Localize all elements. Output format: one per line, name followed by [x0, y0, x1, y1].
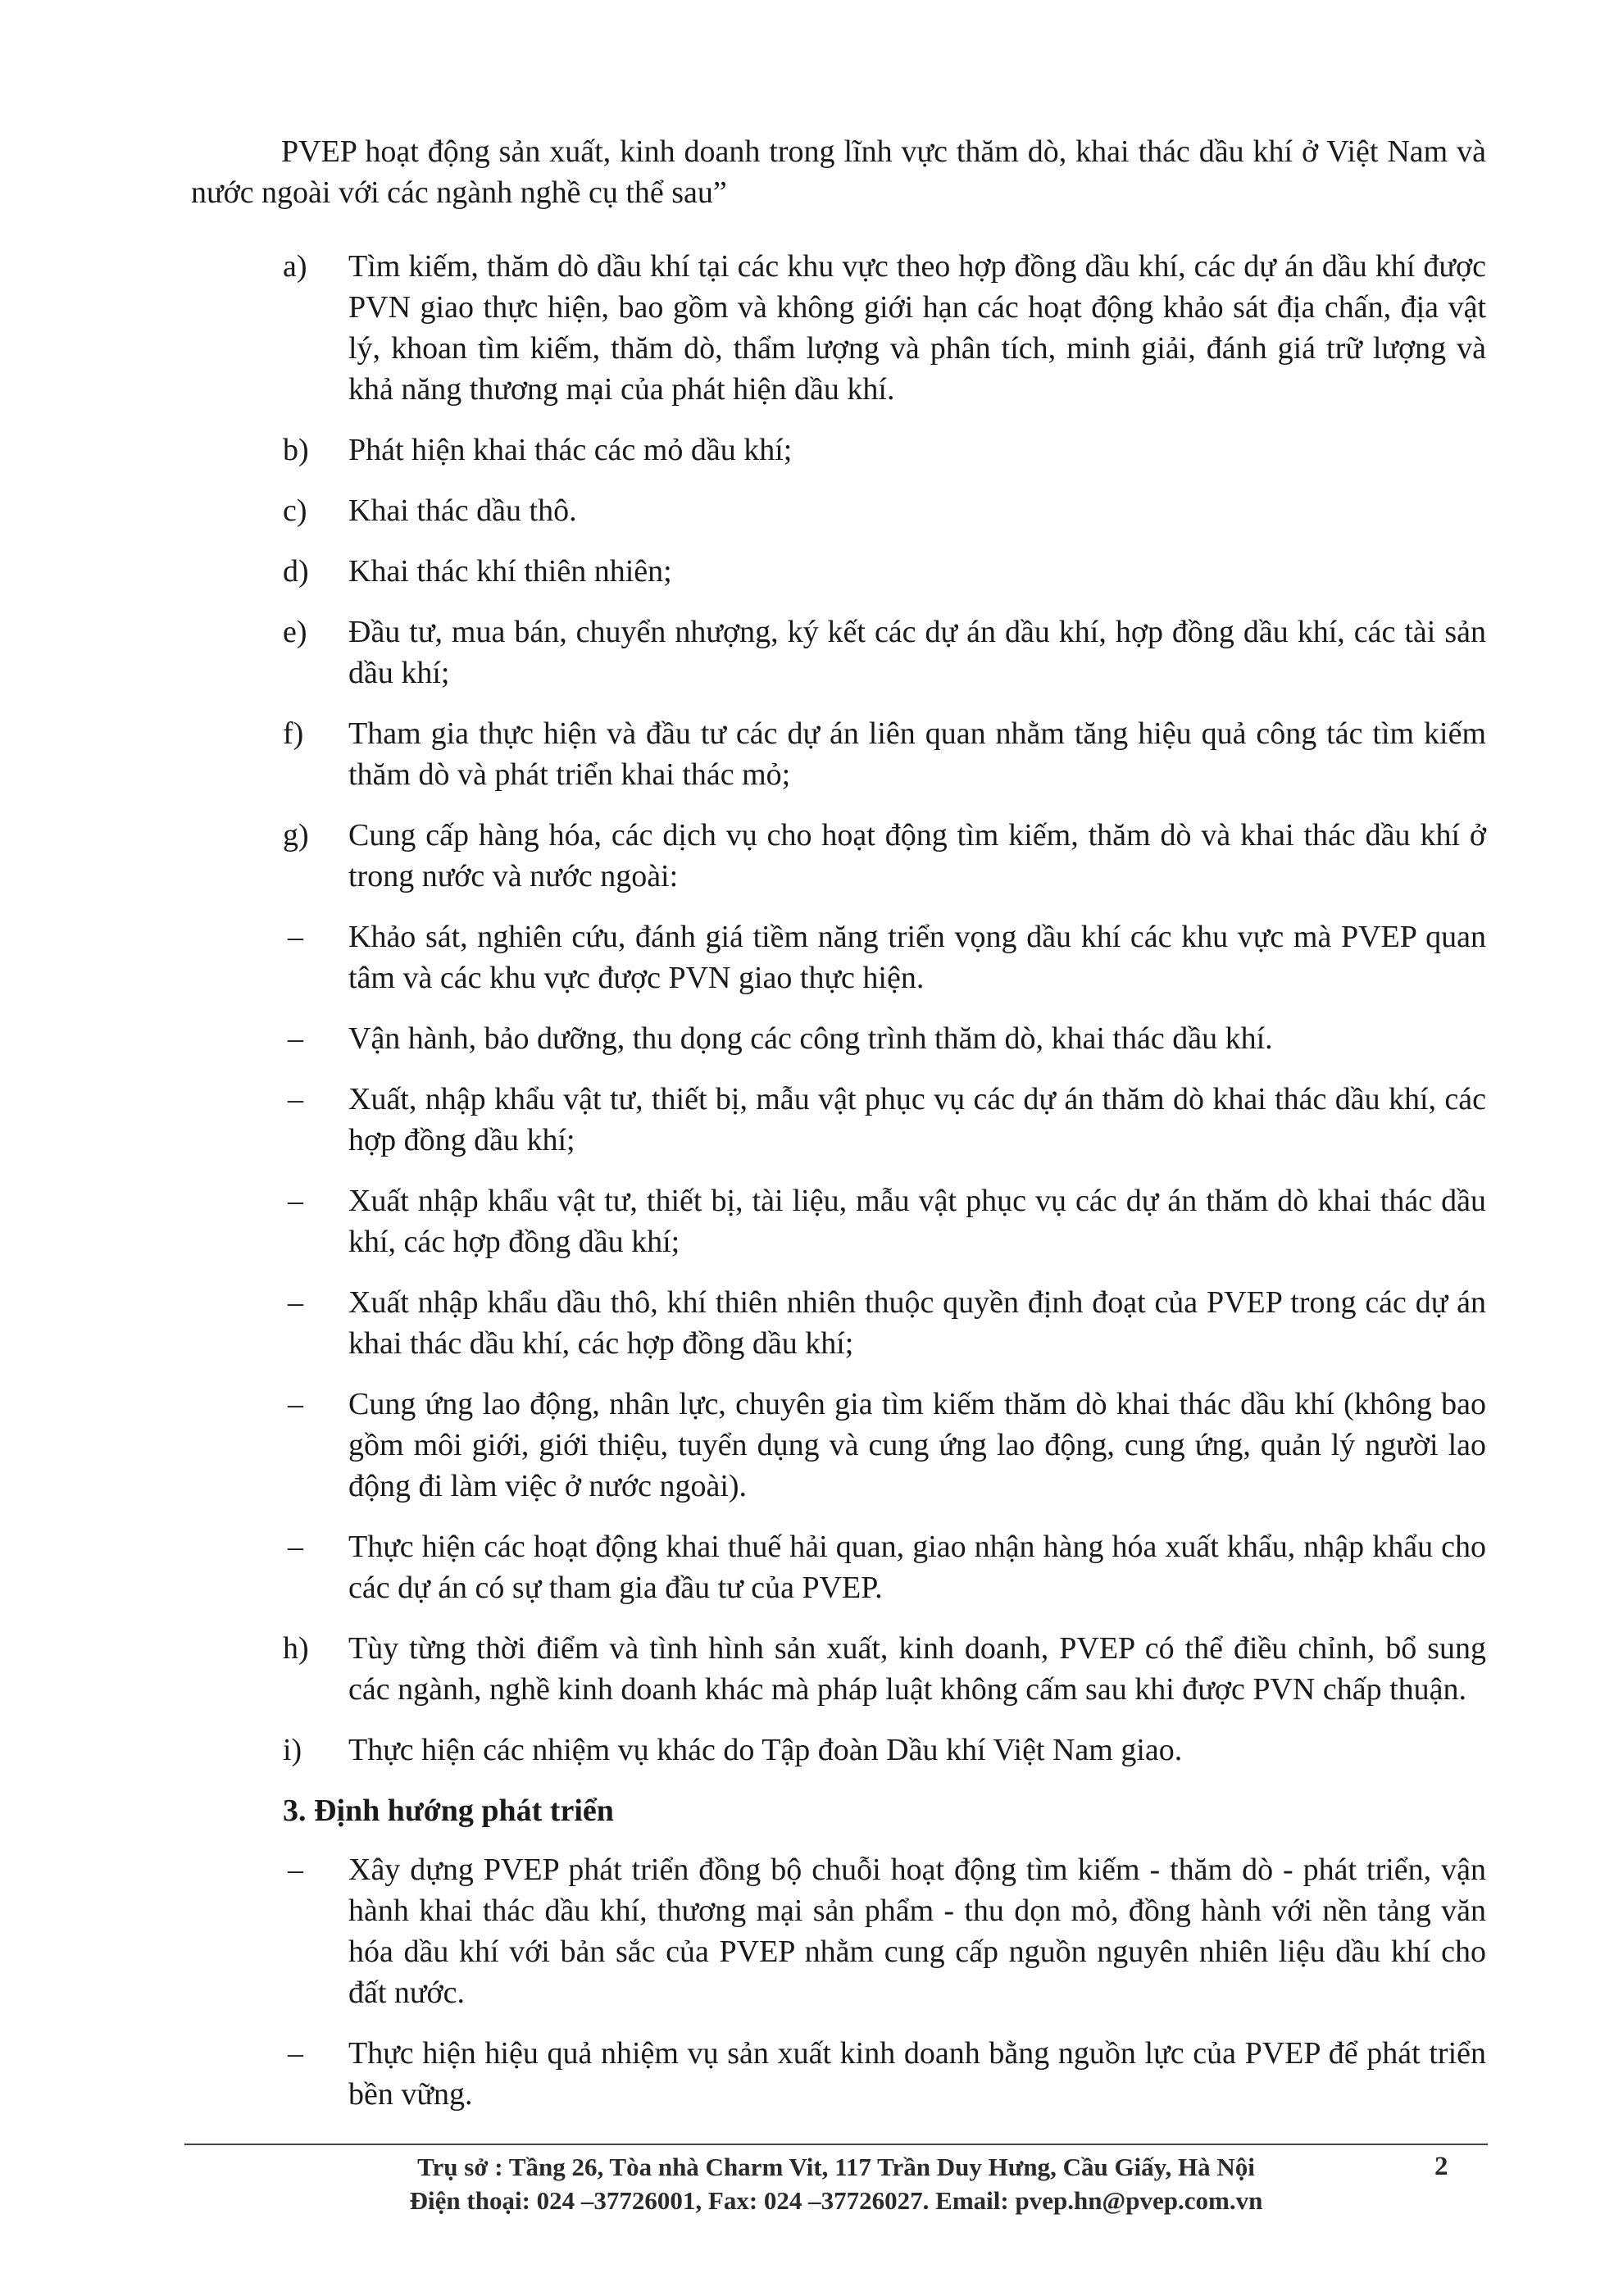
list-item-text: Khai thác khí thiên nhiên; — [348, 554, 672, 589]
list-marker: a) — [283, 249, 307, 284]
page-footer — [184, 2150, 1488, 2217]
list-item — [191, 246, 1486, 410]
business-lines-list — [191, 246, 1486, 1771]
list-item-text: Thực hiện các nhiệm vụ khác do Tập đoàn Dầu khí Việt Nam giao. — [348, 1733, 1183, 1767]
list-item-text: Cung cấp hàng hóa, các dịch vụ cho hoạt động tìm kiếm, thăm dò và khai thác dầu khí ở trong nước và nước ngoài: — [348, 818, 1486, 893]
list-item-text: Tìm kiếm, thăm dò dầu khí tại các khu vực theo hợp đồng dầu khí, các dự án dầu khí được PVN giao thực hiện, bao gồm và không giới hạn các hoạt động khảo sát địa chấn, địa vật lý, khoan tìm kiếm, thăm dò, thẩm lượng và phân tích, minh giải, đánh giá trữ lượng và khả năng thương mại của phát hiện dầu khí. — [348, 249, 1486, 407]
list-marker: c) — [283, 493, 307, 528]
list-marker: b) — [283, 433, 309, 467]
list-item — [191, 551, 1486, 592]
list-marker: d) — [283, 554, 309, 589]
list-item — [191, 2033, 1486, 2115]
dash-marker: – — [288, 1530, 303, 1564]
list-item-text: Xuất nhập khẩu dầu thô, khí thiên nhiên thuộc quyền định đoạt của PVEP trong các dự án khai thác dầu khí, các hợp đồng dầu khí; — [348, 1285, 1486, 1361]
footer-divider — [184, 2144, 1488, 2145]
list-item — [191, 612, 1486, 693]
dash-marker: – — [288, 1387, 303, 1421]
list-item-text: Xuất, nhập khẩu vật tư, thiết bị, mẫu vật phục vụ các dự án thăm dò khai thác dầu khí, các hợp đồng dầu khí; — [348, 1082, 1486, 1157]
list-item — [191, 1180, 1486, 1262]
list-item — [191, 1079, 1486, 1161]
list-item — [191, 916, 1486, 998]
dash-marker: – — [288, 1285, 303, 1320]
intro-paragraph: PVEP hoạt động sản xuất, kinh doanh trong lĩnh vực thăm dò, khai thác dầu khí ở Việt Nam và nước ngoài với các ngành nghề cụ thể sau” — [191, 134, 1486, 210]
list-marker: g) — [283, 818, 309, 852]
list-item-text: Phát hiện khai thác các mỏ dầu khí; — [348, 433, 793, 467]
dash-marker: – — [288, 920, 303, 954]
list-marker: e) — [283, 615, 307, 649]
list-item — [191, 1628, 1486, 1710]
list-item — [191, 1849, 1486, 2013]
list-item — [191, 815, 1486, 897]
development-direction-list — [191, 1849, 1486, 2115]
list-marker: h) — [283, 1631, 309, 1666]
list-marker: i) — [283, 1733, 302, 1767]
document-body — [191, 131, 1486, 2135]
list-item-text: Thực hiện hiệu quả nhiệm vụ sản xuất kinh doanh bằng nguồn lực của PVEP để phát triển bền vững. — [348, 2036, 1486, 2112]
list-item-text: Khảo sát, nghiên cứu, đánh giá tiềm năng triển vọng dầu khí các khu vực mà PVEP quan tâm và các khu vực được PVN giao thực hiện. — [348, 920, 1486, 995]
list-item-text: Tham gia thực hiện và đầu tư các dự án liên quan nhằm tăng hiệu quả công tác tìm kiếm thăm dò và phát triển khai thác mỏ; — [348, 716, 1486, 792]
list-item — [191, 1384, 1486, 1507]
dash-marker: – — [288, 1853, 303, 1887]
list-item-text: Xây dựng PVEP phát triển đồng bộ chuỗi hoạt động tìm kiếm - thăm dò - phát triển, vận hành khai thác dầu khí, thương mại sản phẩm - thu dọn mỏ, đồng hành với nền tảng văn hóa dầu khí với bản sắc của PVEP nhằm cung cấp nguồn nguyên nhiên liệu dầu khí cho đất nước. — [348, 1853, 1486, 2010]
list-item — [191, 1018, 1486, 1059]
footer-contact: Điện thoại: 024 –37726001, Fax: 024 –37726027. Email: pvep.hn@pvep.com.vn — [409, 2186, 1263, 2215]
list-item — [191, 490, 1486, 531]
list-item-text: Đầu tư, mua bán, chuyển nhượng, ký kết các dự án dầu khí, hợp đồng dầu khí, các tài sản dầu khí; — [348, 615, 1486, 690]
list-item — [191, 1526, 1486, 1608]
list-item — [191, 430, 1486, 471]
list-item-text: Tùy từng thời điểm và tình hình sản xuất, kinh doanh, PVEP có thể điều chỉnh, bổ sung các ngành, nghề kinh doanh khác mà pháp luật không cấm sau khi được PVN chấp thuận. — [348, 1631, 1486, 1707]
dash-marker: – — [288, 2036, 303, 2071]
list-marker: f) — [283, 716, 304, 751]
list-item — [191, 1730, 1486, 1771]
footer-address: Trụ sở : Tầng 26, Tòa nhà Charm Vit, 117 Trần Duy Hưng, Cầu Giấy, Hà Nội — [417, 2153, 1255, 2181]
dash-marker: – — [288, 1021, 303, 1056]
list-item-text: Khai thác dầu thô. — [348, 493, 577, 528]
list-item-text: Cung ứng lao động, nhân lực, chuyên gia tìm kiếm thăm dò khai thác dầu khí (không bao gồm môi giới, giới thiệu, tuyển dụng và cung ứng lao động, cung ứng, quản lý người lao động đi làm việc ở nước ngoài). — [348, 1387, 1486, 1503]
list-item — [191, 1282, 1486, 1364]
list-item-text: Vận hành, bảo dưỡng, thu dọng các công trình thăm dò, khai thác dầu khí. — [348, 1021, 1273, 1056]
dash-marker: – — [288, 1082, 303, 1116]
page-number: 2 — [1434, 2152, 1448, 2181]
dash-marker: – — [288, 1184, 303, 1218]
list-item — [191, 713, 1486, 795]
list-item-text: Xuất nhập khẩu vật tư, thiết bị, tài liệu, mẫu vật phục vụ các dự án thăm dò khai thác dầu khí, các hợp đồng dầu khí; — [348, 1184, 1486, 1259]
list-item-text: Thực hiện các hoạt động khai thuế hải quan, giao nhận hàng hóa xuất khẩu, nhập khẩu cho các dự án có sự tham gia đầu tư của PVEP. — [348, 1530, 1486, 1605]
section-heading: 3. Định hướng phát triển — [283, 1794, 614, 1828]
